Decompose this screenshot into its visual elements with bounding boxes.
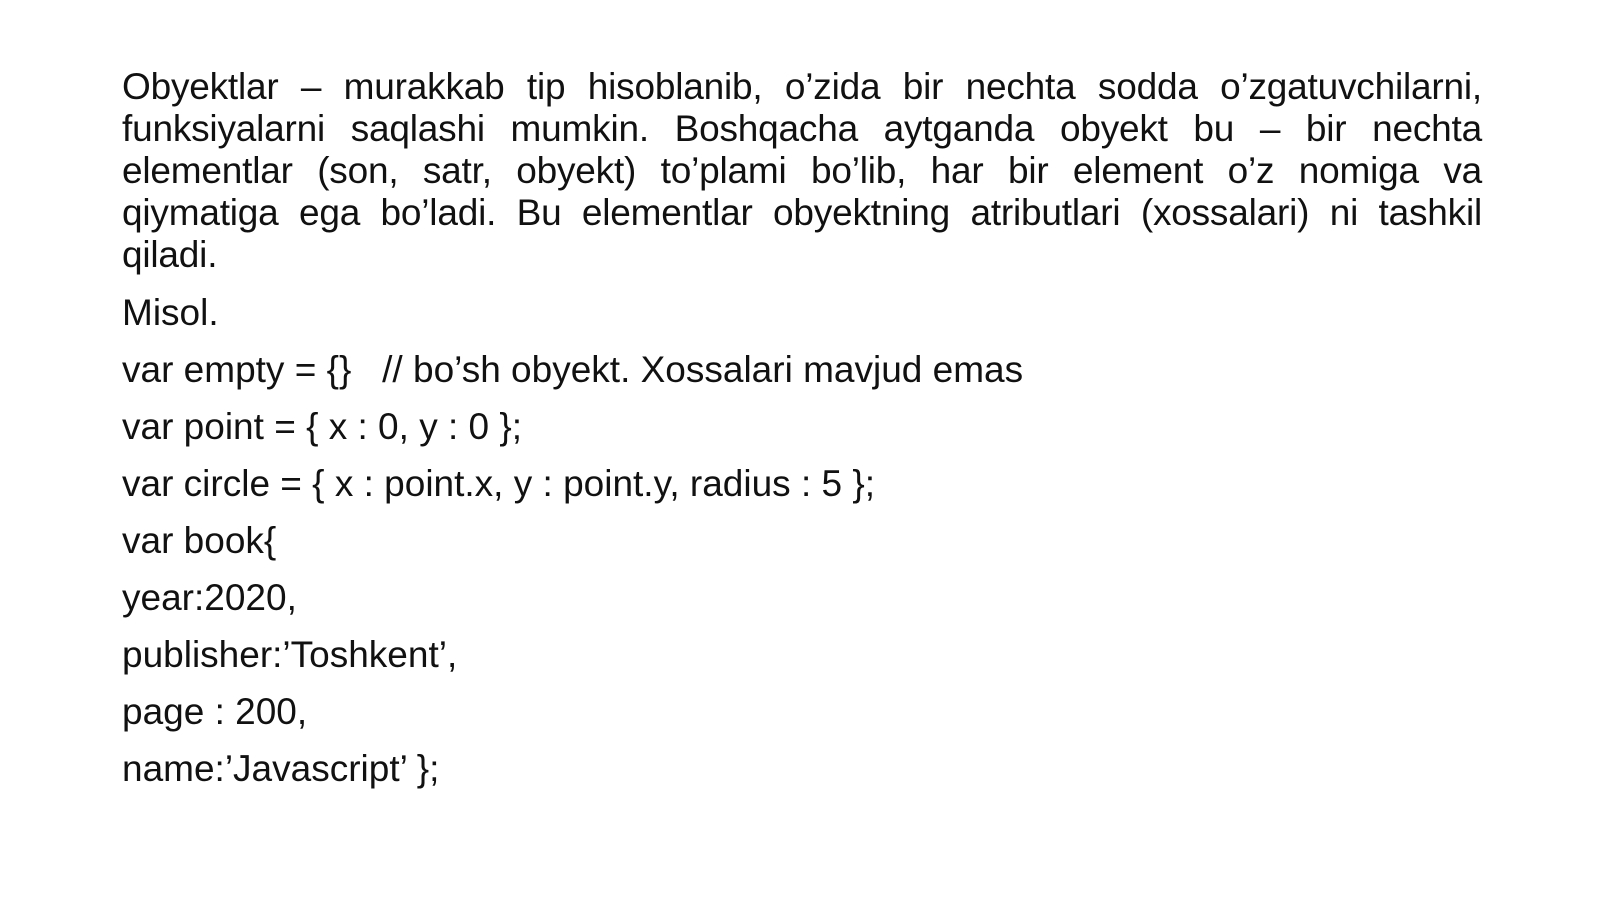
code-line-point: var point = { x : 0, y : 0 }; <box>122 406 523 447</box>
example-heading: Misol. <box>122 292 219 333</box>
code-line-page: page : 200, <box>122 691 308 732</box>
slide-content <box>122 66 1482 790</box>
code-line-year: year:2020, <box>122 577 297 618</box>
code-line-name: name:’Javascript’ }; <box>122 748 440 789</box>
code-line-circle: var circle = { x : point.x, y : point.y, radius : 5 }; <box>122 463 876 504</box>
intro-paragraph: Obyektlar – murakkab tip hisoblanib, o’zida bir nechta sodda o’zgatuvchilarni, funksiyalarni saqlashi mumkin. Boshqacha aytganda obyekt bu – bir nechta elementlar (son, satr, obyekt) to’plami bo’lib, har bir element o’z nomiga va qiymatiga ega bo’ladi. Bu elementlar obyektning atributlari (xossalari) ni tashkil qiladi. <box>122 66 1482 275</box>
code-line-empty: var empty = {} // bo’sh obyekt. Xossalari mavjud emas <box>122 349 1024 390</box>
code-line-publisher: publisher:’Toshkent’, <box>122 634 458 675</box>
code-line-book-open: var book{ <box>122 520 277 561</box>
